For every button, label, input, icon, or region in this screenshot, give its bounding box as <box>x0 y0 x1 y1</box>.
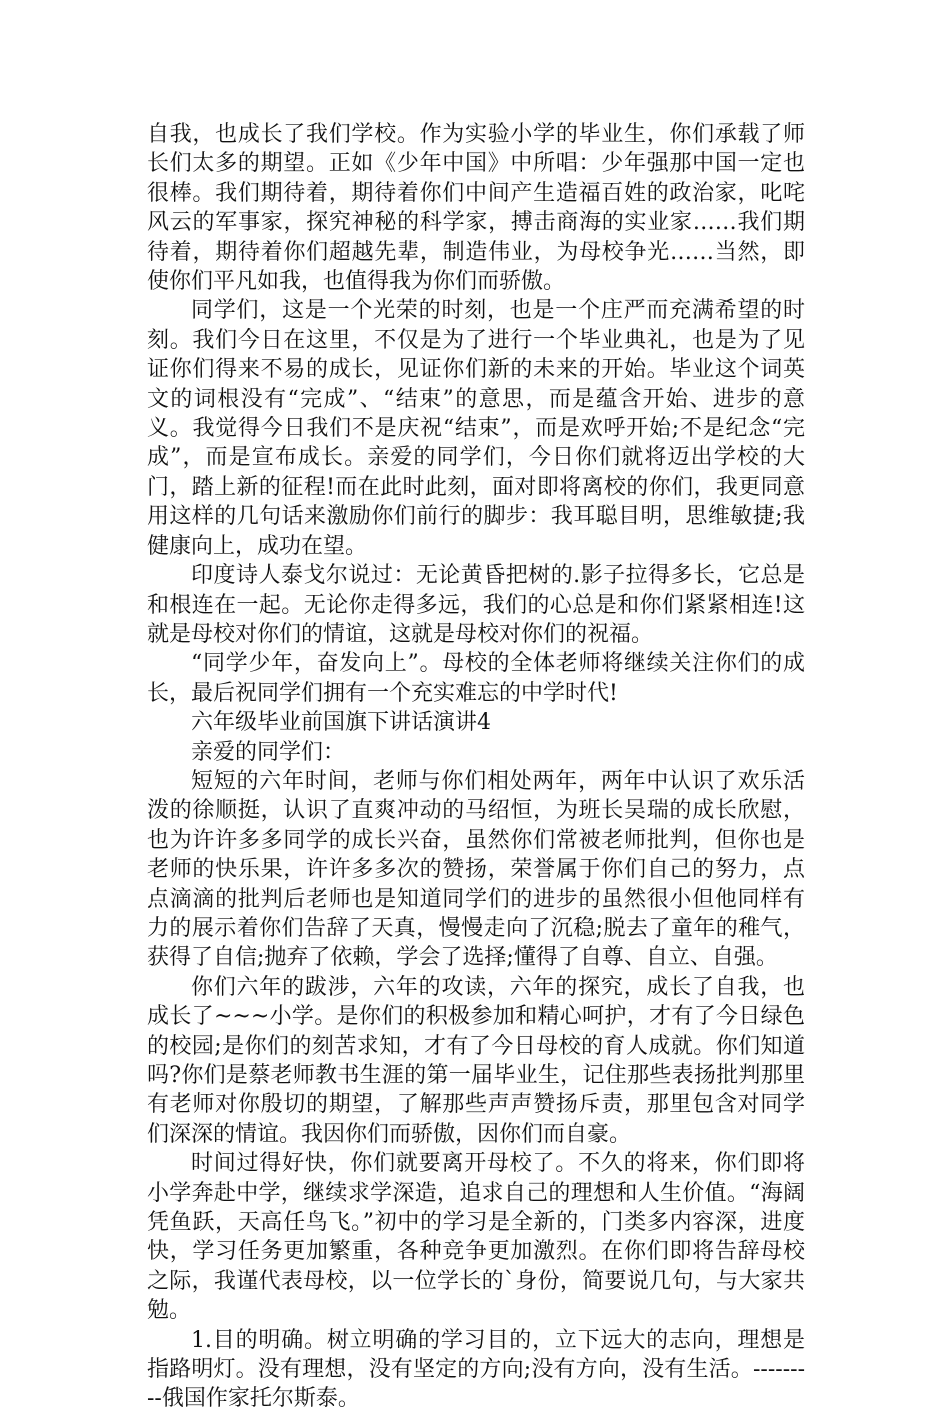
paragraph-9: 时间过得好快，你们就要离开母校了。不久的将来，你们即将小学奔赴中学，继续求学深造，追求自己的理想和人生价值。“海阔凭鱼跃，天高任鸟飞。”初中的学习是全新的，门类多内容深，进度快，学习任务更加繁重，各种竞争更加激烈。在你们即将告辞母校之际，我谨代表母校，以一位学长的`身份，简要说几句，与大家共勉。 <box>147 1151 805 1324</box>
paragraph-4: “同学少年，奋发向上”。母校的全体老师将继续关注你们的成长，最后祝同学们拥有一个充实难忘的中学时代! <box>147 651 805 706</box>
paragraph-1: 自我，也成长了我们学校。作为实验小学的毕业生，你们承载了师长们太多的期望。正如《少年中国》中所唱：少年强那中国一定也很棒。我们期待着，期待着你们中间产生造福百姓的政治家，叱咤风云的军事家，探究神秘的科学家，搏击商海的实业家……我们期待着，期待着你们超越先辈，制造伟业，为母校争光……当然，即使你们平凡如我，也值得我为你们而骄傲。 <box>147 122 805 295</box>
paragraph-7: 短短的六年时间，老师与你们相处两年，两年中认识了欢乐活泼的徐顺挺，认识了直爽冲动的马绍恒，为班长吴瑞的成长欣慰，也为许许多多同学的成长兴奋，虽然你们常被老师批判，但你也是老师的快乐果，许许多多次的赞扬，荣誉属于你们自己的努力，点点滴滴的批判后老师也是知道同学们的进步的虽然很小但他同样有力的展示着你们告辞了天真，慢慢走向了沉稳;脱去了童年的稚气，获得了自信;抛弃了依赖，学会了选择;懂得了自尊、自立、自强。 <box>147 768 805 971</box>
document-page <box>147 120 805 1414</box>
salutation: 亲爱的同学们： <box>191 739 346 765</box>
paragraph-2: 同学们，这是一个光荣的时刻，也是一个庄严而充满希望的时刻。我们今日在这里，不仅是为了进行一个毕业典礼，也是为了见证你们得来不易的成长，见证你们新的未来的开始。毕业这个词英文的词根没有“完成”、“结束”的意思，而是蕴含开始、进步的意义。我觉得今日我们不是庆祝“结束”，而是欢呼开始;不是纪念“完成”，而是宣布成长。亲爱的同学们，今日你们就将迈出学校的大门，踏上新的征程!而在此时此刻，面对即将离校的你们，我更同意用这样的几句话来激励你们前行的脚步：我耳聪目明，思维敏捷;我健康向上，成功在望。 <box>147 298 805 559</box>
speech-title: 六年级毕业前国旗下讲话演讲4 <box>191 710 491 736</box>
paragraph-10: 1.目的明确。树立明确的学习目的，立下远大的志向，理想是指路明灯。没有理想，没有坚定的方向;没有方向，没有生活。---------俄国作家托尔斯泰。 <box>147 1327 805 1412</box>
paragraph-8: 你们六年的跋涉，六年的攻读，六年的探究，成长了自我，也成长了~~~小学。是你们的积极参加和精心呵护，才有了今日绿色的校园;是你们的刻苦求知，才有了今日母校的育人成就。你们知道吗?你们是蔡老师教书生涯的第一届毕业生，记住那些表扬批判那里有老师对你殷切的期望，了解那些声声赞扬斥责，那里包含对同学们深深的情谊。我因你们而骄傲，因你们而自豪。 <box>147 974 805 1147</box>
paragraph-3: 印度诗人泰戈尔说过：无论黄昏把树的.影子拉得多长，它总是和根连在一起。无论你走得多远，我们的心总是和你们紧紧相连!这就是母校对你们的情谊，这就是母校对你们的祝福。 <box>147 563 805 647</box>
